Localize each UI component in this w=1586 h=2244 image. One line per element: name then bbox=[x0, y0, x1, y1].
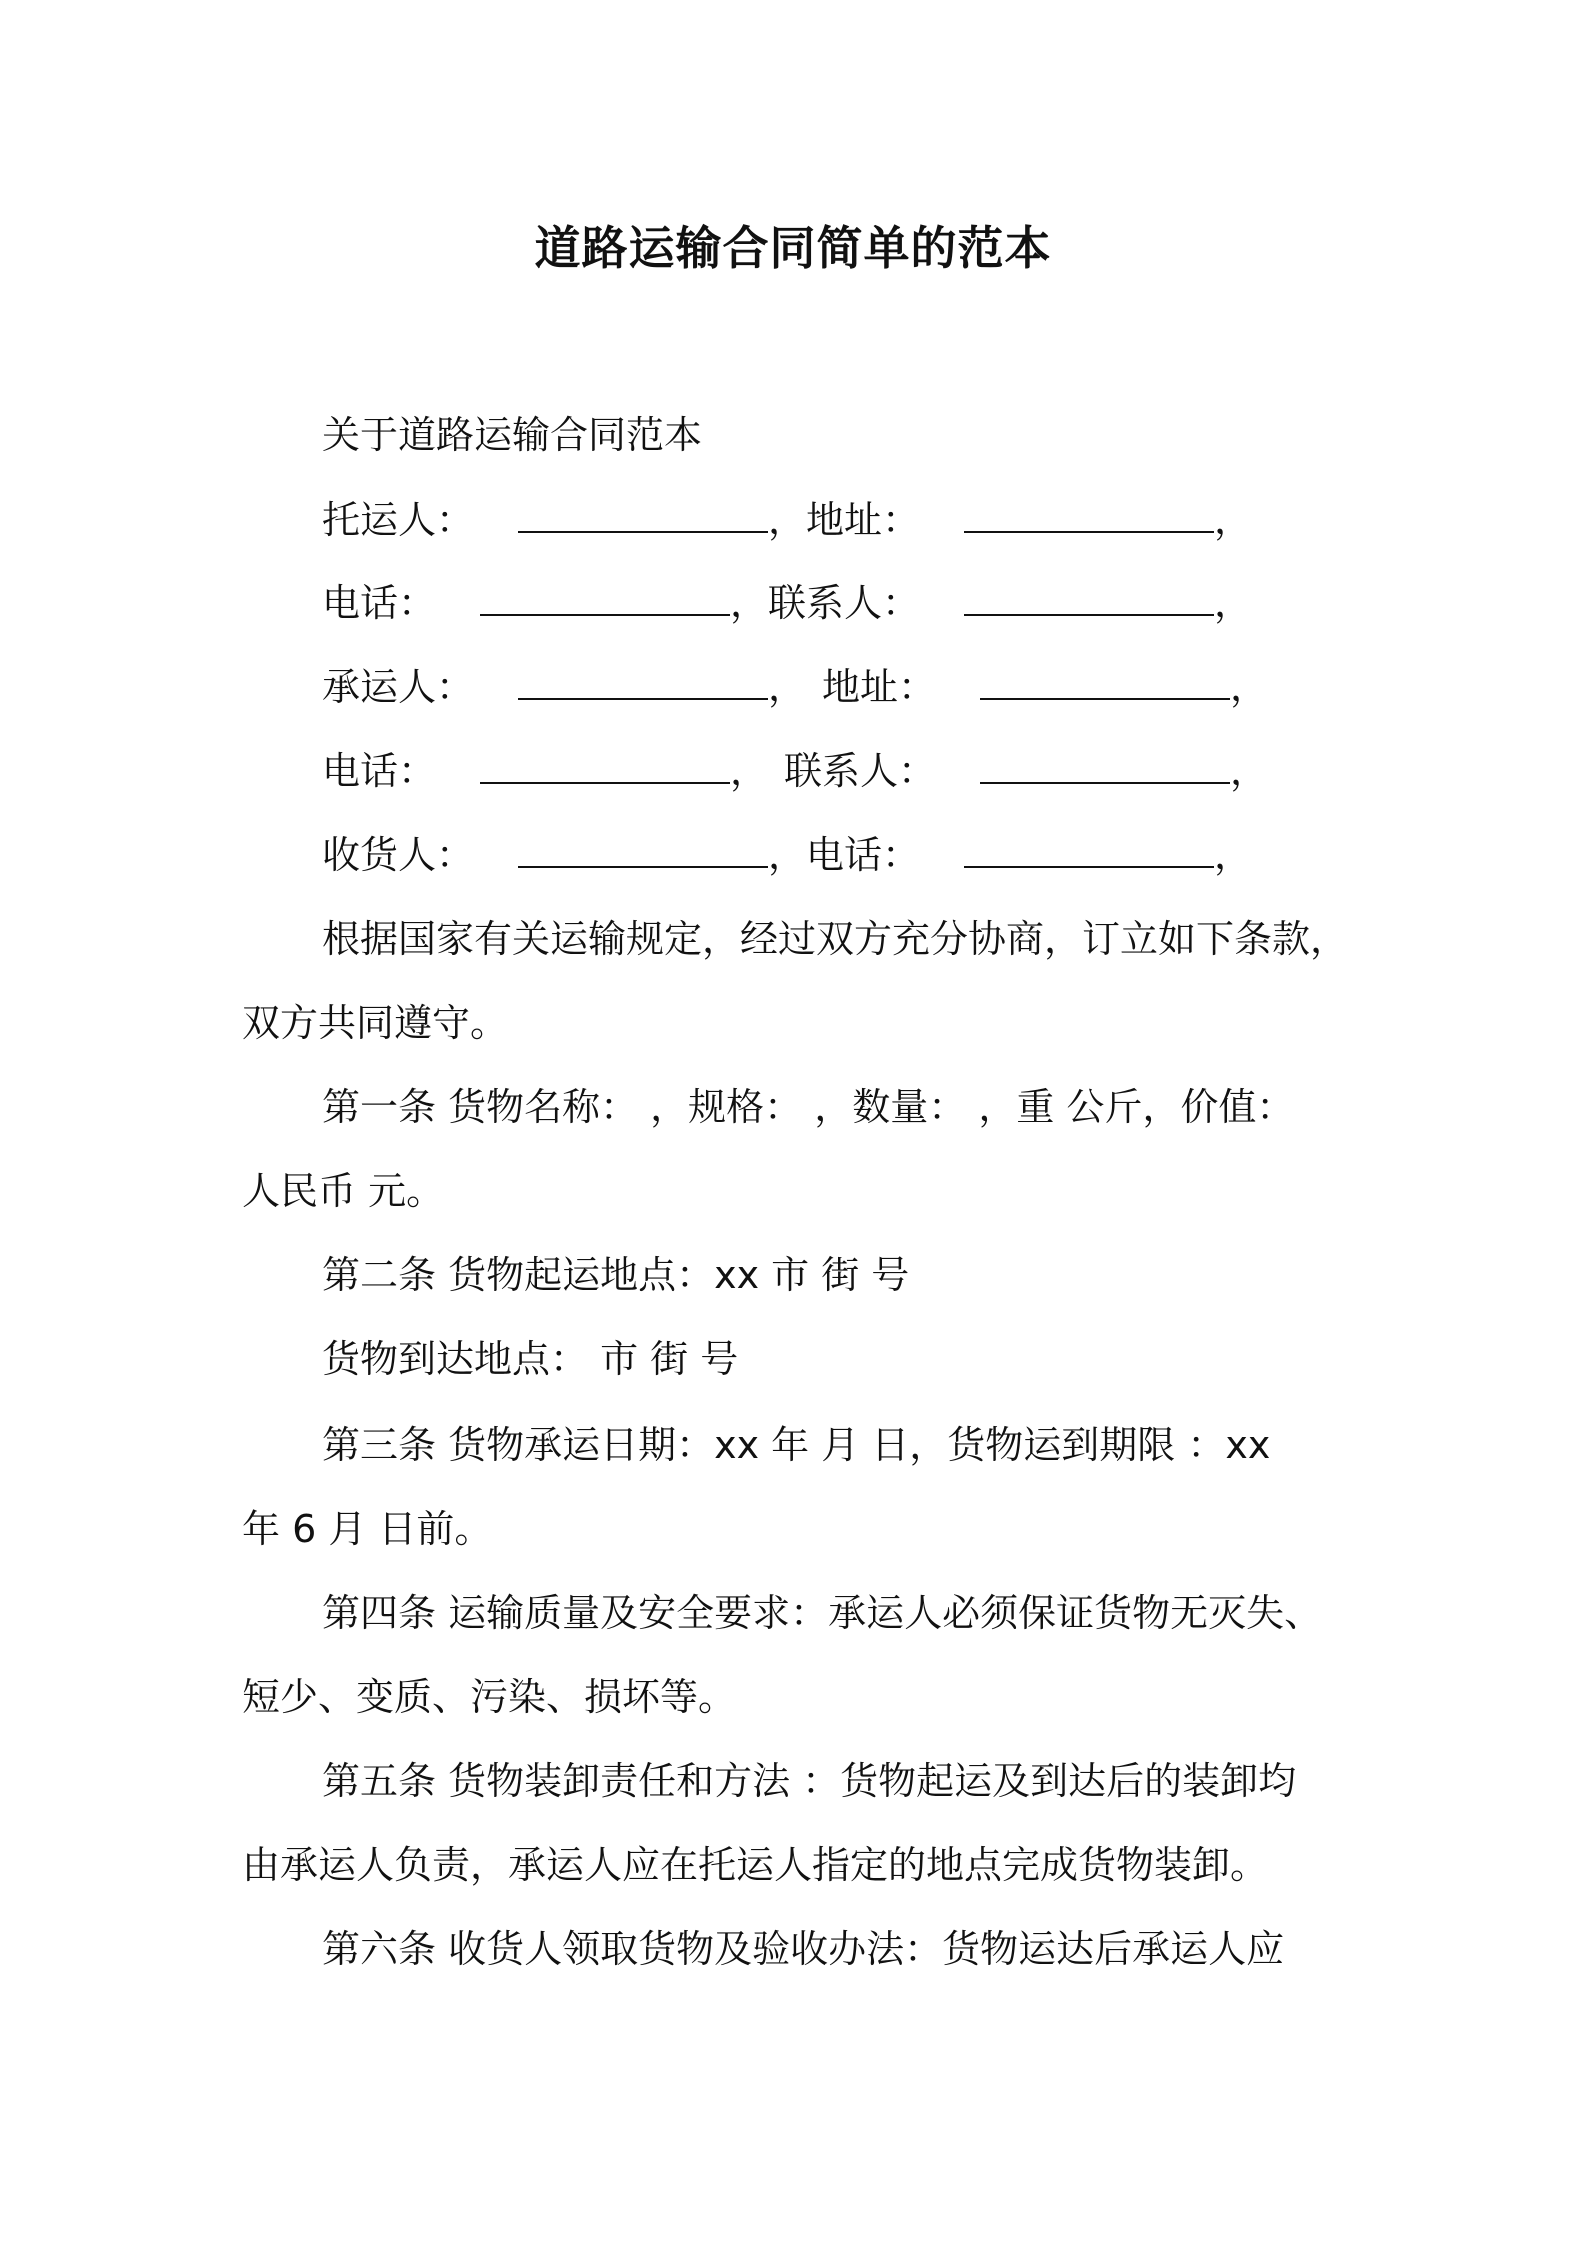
blank-field bbox=[980, 668, 1230, 700]
article-4-line: 短少、变质、污染、损坏等。 bbox=[242, 1675, 737, 1719]
blank-field bbox=[518, 836, 768, 868]
article-3-line: 年 6 月 日前。 bbox=[242, 1507, 493, 1551]
blank-field bbox=[964, 501, 1214, 533]
blank-field bbox=[518, 668, 768, 700]
party-row-shipper-phone: 电话： ，联系人： ， bbox=[322, 578, 1252, 628]
article-4-line: 第四条 运输质量及安全要求：承运人必须保证货物无灭失、 bbox=[322, 1591, 1323, 1635]
party-row-consignee: 收货人： ，电话： ， bbox=[322, 830, 1252, 880]
blank-field bbox=[964, 836, 1214, 868]
blank-field bbox=[480, 752, 730, 784]
field-label: 托运人： bbox=[322, 498, 475, 542]
document-title: 道路运输合同简单的范本 bbox=[534, 221, 1052, 275]
field-label: 电话： bbox=[806, 833, 921, 877]
article-1-line: 第一条 货物名称： ，规格： ，数量： ，重 公斤，价值： bbox=[322, 1085, 1295, 1129]
field-label: 联系人： bbox=[768, 581, 921, 625]
field-label: 地址： bbox=[806, 498, 921, 542]
article-3-line: 第三条 货物承运日期：xx 年 月 日，货物运到期限 ：xx bbox=[322, 1423, 1271, 1467]
party-row-carrier: 承运人： ， 地址： ， bbox=[322, 662, 1268, 712]
blank-field bbox=[480, 584, 730, 616]
party-row-carrier-phone: 电话： ， 联系人： ， bbox=[322, 746, 1268, 796]
field-label: 电话： bbox=[322, 749, 437, 793]
paragraph-line: 双方共同遵守。 bbox=[242, 1001, 509, 1045]
party-row-shipper: 托运人： ，地址： ， bbox=[322, 495, 1252, 545]
field-label: 地址： bbox=[822, 665, 937, 709]
blank-field bbox=[980, 752, 1230, 784]
article-6-line: 第六条 收货人领取货物及验收办法：货物运达后承运人应 bbox=[322, 1927, 1285, 1971]
field-label: 电话： bbox=[322, 581, 437, 625]
blank-field bbox=[518, 501, 768, 533]
article-2-line: 第二条 货物起运地点：xx 市 街 号 bbox=[322, 1253, 910, 1297]
paragraph-line: 根据国家有关运输规定，经过双方充分协商，订立如下条款， bbox=[322, 917, 1349, 961]
field-label: 收货人： bbox=[322, 833, 475, 877]
blank-field bbox=[964, 584, 1214, 616]
field-label: 承运人： bbox=[322, 665, 475, 709]
article-2-line: 货物到达地点： 市 街 号 bbox=[322, 1337, 739, 1381]
field-label: 联系人： bbox=[784, 749, 937, 793]
article-1-line: 人民币 元。 bbox=[242, 1169, 445, 1213]
subtitle: 关于道路运输合同范本 bbox=[322, 413, 703, 457]
article-5-line: 第五条 货物装卸责任和方法 ：货物起运及到达后的装卸均 bbox=[322, 1759, 1297, 1803]
article-5-line: 由承运人负责，承运人应在托运人指定的地点完成货物装卸。 bbox=[242, 1843, 1269, 1887]
